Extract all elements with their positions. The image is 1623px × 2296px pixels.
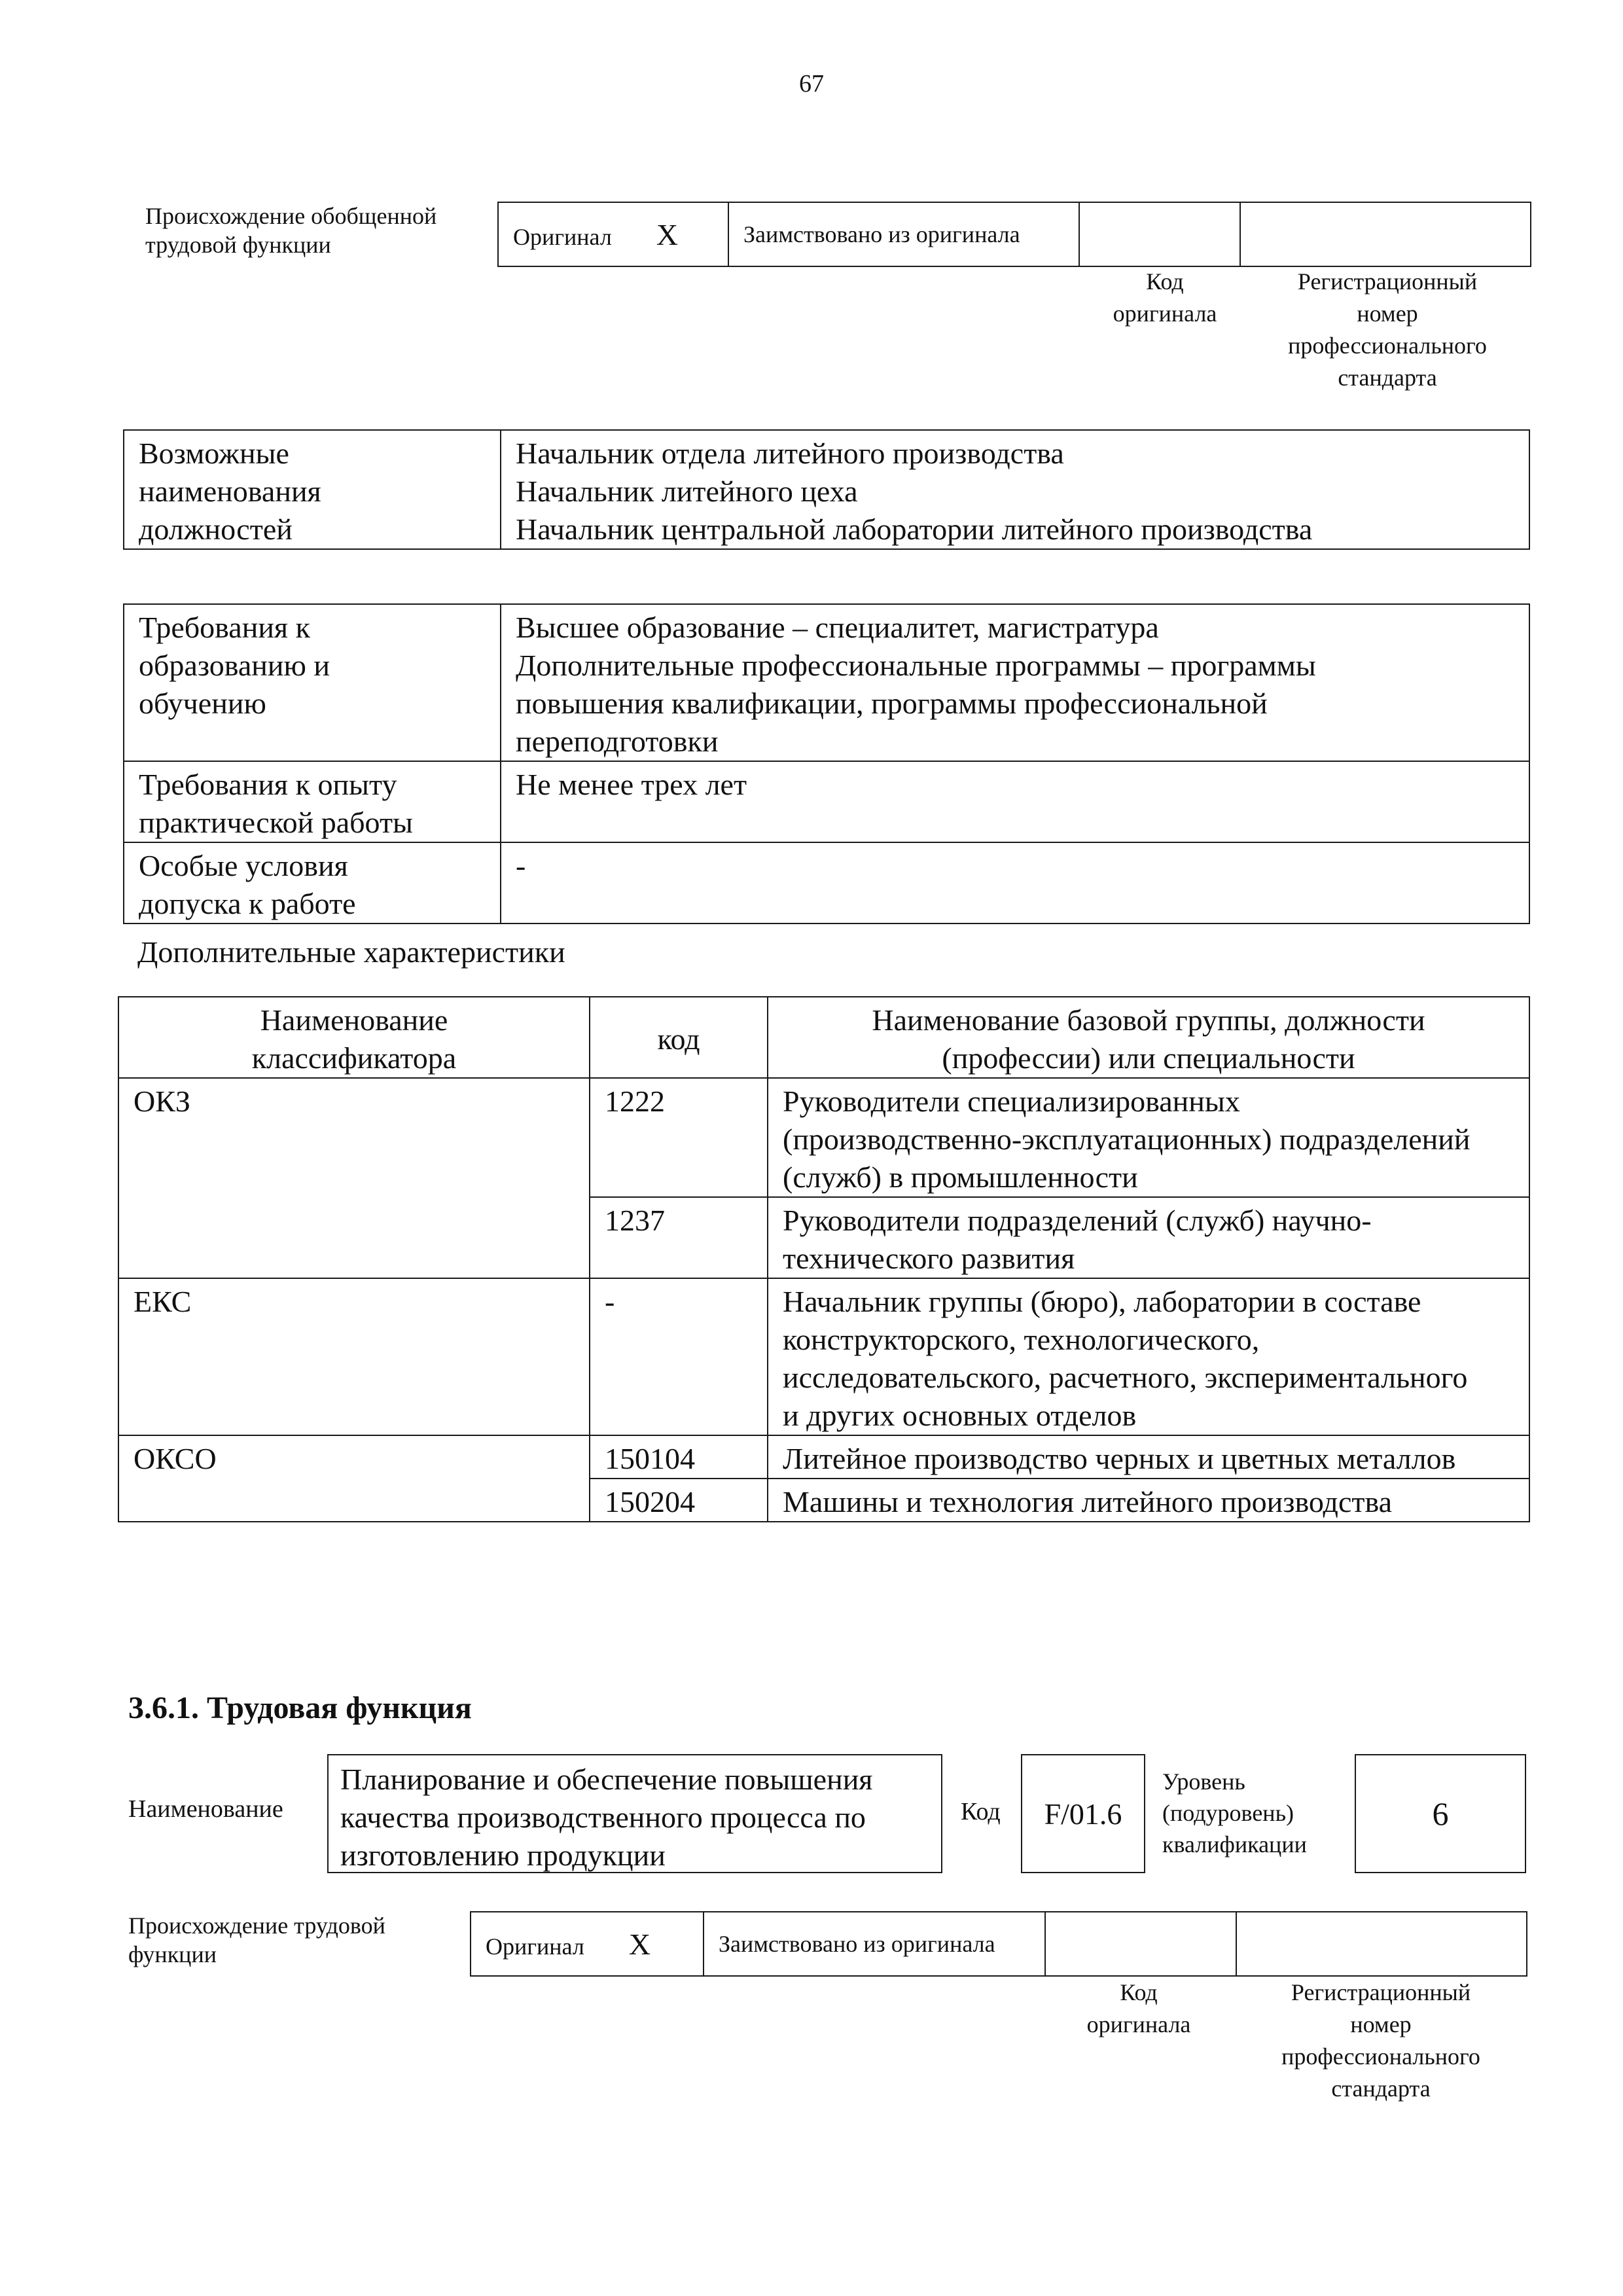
code-cell: - [590,1278,768,1435]
classifier-okz: ОКЗ [118,1078,590,1278]
additional-table [118,996,1530,1522]
special-conditions-label: Особые условия допуска к работе [124,842,501,924]
header-code: код [590,997,768,1078]
generalized-origin-label: Происхождение обобщенной трудовой функции [145,203,437,258]
borrowed-cell: Заимствовано из оригинала [704,1912,1045,1976]
education-label: Требования к образованию и обучению [124,604,501,761]
positions-label: Возможные наименования должностей [124,430,501,549]
registration-number-caption: Регистрационный номер профессионального стандарта [1288,268,1487,391]
additional-caption: Дополнительные характеристики [137,935,565,969]
code-cell: 1237 [590,1197,768,1278]
code-cell: 150204 [590,1479,768,1522]
original-mark: X [656,217,679,251]
original-code-cell [1079,202,1240,266]
qualification-level-label: Уровень (подуровень) квалификации [1162,1768,1307,1857]
special-conditions-value: - [501,842,1529,924]
code-cell: 150104 [590,1435,768,1479]
experience-label: Требования к опыту практической работы [124,761,501,842]
positions-table [123,429,1530,550]
name-cell: Машины и технология литейного производства [768,1479,1529,1522]
registration-number-cell [1240,202,1531,266]
code-cell: 1222 [590,1078,768,1197]
education-value: Высшее образование – специалитет, магистратура Дополнительные профессиональные программы – программы повышения квалификации, программы профессиональной переподготовки [501,604,1529,761]
experience-value: Не менее трех лет [501,761,1529,842]
position-item: Начальник центральной лаборатории литейного производства [516,512,1313,546]
classifier-okso: ОКСО [118,1435,590,1522]
name-cell: Руководители подразделений (служб) научно- технического развития [768,1197,1529,1278]
header-name: Наименование базовой группы, должности (профессии) или специальности [768,997,1529,1078]
original-code-cell [1045,1912,1236,1976]
original-mark: X [628,1927,651,1961]
function-origin-label: Происхождение трудовой функции [128,1912,385,1967]
function-code-label: Код [961,1798,1001,1825]
classifier-eks: ЕКС [118,1278,590,1435]
original-cell: Оригинал X [471,1912,704,1976]
header-classifier: Наименование классификатора [118,997,590,1078]
function-name-label: Наименование [128,1795,283,1823]
position-item: Начальник отдела литейного производства [516,437,1064,470]
original-code-caption: Код оригинала [1113,268,1217,327]
name-cell: Руководители специализированных (производственно-эксплуатационных) подразделений (служб) в промышленности [768,1078,1529,1197]
name-cell: Литейное производство черных и цветных металлов [768,1435,1529,1479]
qualification-level-box: 6 [1355,1754,1526,1873]
registration-number-caption: Регистрационный номер профессионального стандарта [1281,1979,1480,2102]
function-name-box: Планирование и обеспечение повышения качества производственного процесса по изготовлению продукции [327,1754,942,1873]
function-code-box: F/01.6 [1021,1754,1145,1873]
function-origin-table [470,1911,1527,1977]
requirements-table [123,603,1530,924]
section-title: 3.6.1. Трудовая функция [128,1691,472,1725]
page-number: 67 [799,70,824,98]
positions-list [501,430,1529,549]
original-code-caption: Код оригинала [1086,1979,1191,2037]
original-cell: Оригинал X [498,202,728,266]
position-item: Начальник литейного цеха [516,475,858,508]
registration-number-cell [1236,1912,1527,1976]
name-cell: Начальник группы (бюро), лаборатории в составе конструкторского, технологического, исследовательского, расчетного, экспериментального и других основных отделов [768,1278,1529,1435]
generalized-origin-table [497,202,1531,267]
borrowed-cell: Заимствовано из оригинала [728,202,1079,266]
